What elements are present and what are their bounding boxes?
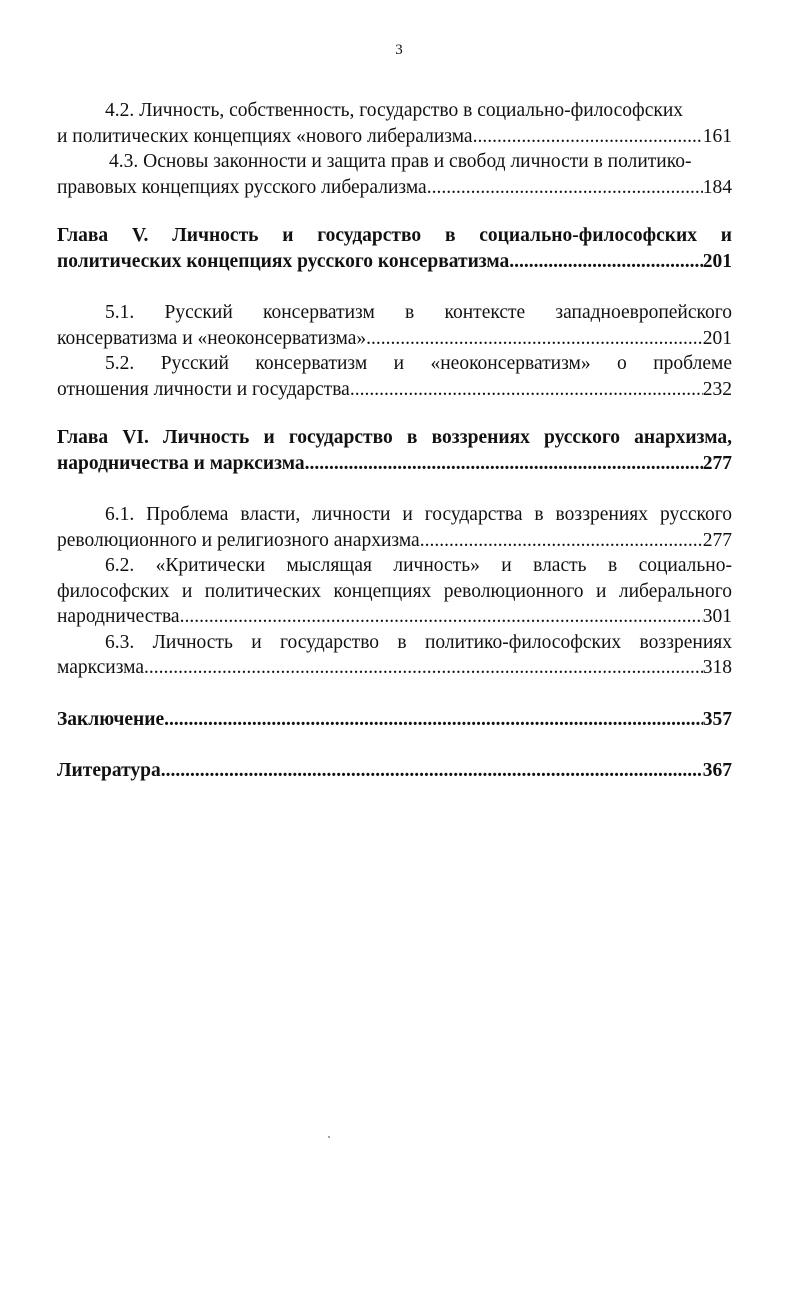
dot-leader [366, 326, 703, 352]
dot-leader [350, 377, 703, 403]
dot-leader [420, 528, 703, 554]
toc-page-number: 367 [702, 760, 732, 781]
dot-leader [509, 249, 702, 275]
dot-leader [427, 175, 703, 201]
toc-entry-text: 6.3. Личность и государство в политико-философских воззрениях [105, 631, 732, 653]
toc-page-number: 201 [702, 250, 732, 272]
toc-literature [57, 758, 732, 784]
dot-leader [180, 604, 703, 630]
toc-entry-last-line [57, 124, 732, 150]
toc-entry-text: правовых концепциях русского либерализма [57, 176, 427, 198]
toc-entry-6-1 [57, 502, 732, 553]
toc-chapter-title: народничества и марксизма [57, 452, 305, 474]
toc-chapter-title: политических концепциях русского консерватизма [57, 250, 510, 272]
toc-entry-text: 4.3. Основы законности и защита прав и свобод личности в политико- [109, 151, 692, 172]
dot-leader [473, 124, 703, 150]
toc-entry-4-3 [57, 149, 732, 200]
dot-leader [164, 707, 703, 733]
toc-entry-text: отношения личности и государства [57, 378, 350, 400]
page-number: 3 [395, 42, 403, 58]
toc-entry-last-line [57, 377, 732, 403]
table-of-contents [57, 98, 732, 784]
toc-chapter-title: Глава VI. Личность и государство в воззрениях русского анархизма, [57, 427, 732, 448]
toc-entry-text: 5.1. Русский консерватизм в контексте западноевропейского [105, 302, 732, 323]
toc-entry-5-2 [57, 351, 732, 402]
toc-entry-last-line [57, 758, 732, 784]
toc-page-number: 277 [702, 452, 732, 474]
toc-page-number: 301 [702, 606, 732, 627]
toc-entry-text: консерватизма и «неоконсерватизма» [57, 327, 367, 349]
toc-conclusion [57, 707, 732, 733]
toc-page-number: 357 [702, 708, 732, 730]
stray-mark [328, 1136, 330, 1138]
toc-entry-last-line [57, 326, 732, 352]
toc-page-number: 318 [702, 657, 732, 678]
toc-chapter-title: Заключение [57, 708, 165, 730]
toc-entry-text: 5.2. Русский консерватизм и «неоконсерватизм» о проблеме [105, 353, 732, 374]
toc-entry-last-line [57, 451, 732, 477]
toc-entry-last-line [57, 604, 732, 630]
toc-entry-5-1 [57, 300, 732, 351]
dot-leader [305, 451, 703, 477]
toc-entry-text: марксизма [57, 657, 144, 678]
toc-entry-last-line [57, 655, 732, 681]
dot-leader [144, 655, 703, 681]
toc-entry-text: 4.2. Личность, собственность, государство в социально-философских [105, 100, 684, 121]
toc-entry-text: революционного и религиозного анархизма [57, 529, 420, 551]
dot-leader [161, 758, 703, 784]
toc-entry-last-line [57, 707, 732, 733]
toc-entry-text: 6.2. «Критически мыслящая личность» и власть в социально- [105, 555, 732, 576]
toc-chapter-5 [57, 223, 732, 274]
toc-entry-last-line [57, 528, 732, 554]
toc-entry-last-line [57, 249, 732, 275]
toc-entry-text: и политических концепциях «нового либерализма [57, 125, 473, 147]
toc-entry-4-2 [57, 98, 732, 149]
toc-chapter-6 [57, 425, 732, 476]
toc-chapter-title: Литература [57, 760, 161, 781]
toc-entry-6-3 [57, 630, 732, 681]
toc-entry-6-2 [57, 553, 732, 630]
toc-page-number: 201 [702, 327, 732, 349]
toc-page-number: 184 [702, 176, 732, 198]
toc-entry-last-line [57, 175, 732, 201]
toc-chapter-title: Глава V. Личность и государство в социально-философских и [57, 225, 732, 246]
toc-page-number: 232 [702, 378, 732, 400]
toc-entry-text: философских и политических концепциях революционного и либерального [57, 580, 732, 602]
toc-entry-text: 6.1. Проблема власти, личности и государства в воззрениях русского [105, 504, 732, 525]
toc-entry-text: народничества [57, 606, 180, 627]
toc-page-number: 161 [702, 125, 732, 147]
toc-page-number: 277 [702, 529, 732, 551]
